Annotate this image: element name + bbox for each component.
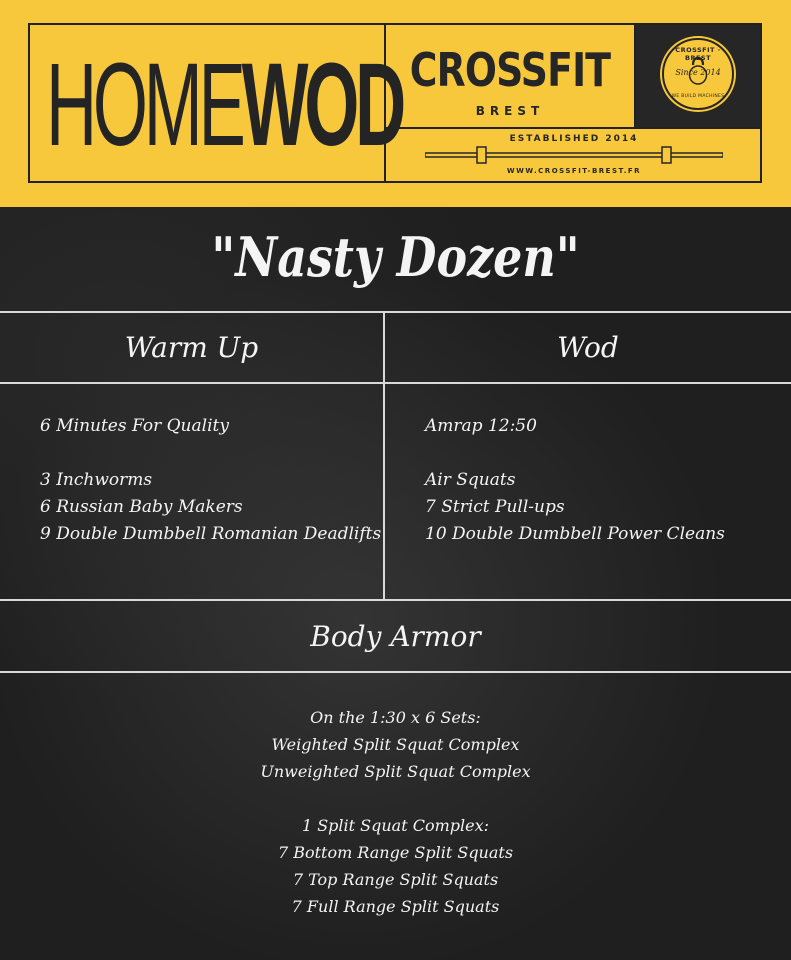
wod-line: Amrap 12:50 — [425, 416, 537, 436]
badge-bottom-text: WE BUILD MACHINES — [671, 94, 725, 99]
homewod-logo — [46, 40, 402, 170]
warmup-heading: Warm Up — [124, 331, 259, 364]
divider-line — [0, 311, 791, 313]
logo-text-home: HOME — [46, 39, 242, 171]
body-armor-heading: Body Armor — [310, 620, 481, 653]
body-armor-line: Unweighted Split Squat Complex — [260, 762, 531, 781]
badge-mid-text: Since 2014 — [675, 68, 721, 77]
body-armor-line: 7 Bottom Range Split Squats — [277, 843, 514, 862]
warmup-line: 3 Inchworms — [40, 470, 153, 490]
badge-top-text: CROSSFIT · BREST — [675, 46, 721, 62]
wod-line: 10 Double Dumbbell Power Cleans — [425, 524, 725, 544]
wod-line — [425, 440, 725, 467]
warmup-line: 6 Minutes For Quality — [40, 416, 229, 436]
gym-name: CROSSFIT — [409, 43, 611, 97]
gym-city: BREST — [475, 104, 545, 118]
wod-line: 7 Strict Pull-ups — [425, 497, 565, 517]
website-url: WWW.CROSSFIT-BREST.FR — [506, 167, 642, 175]
logo-text-wod: WOD — [241, 39, 403, 171]
warmup-line — [40, 440, 381, 467]
body-armor-line — [0, 785, 791, 812]
body-armor-line: 1 Split Squat Complex: — [301, 816, 490, 835]
workout-title: "Nasty Dozen" — [211, 225, 580, 289]
body-armor-line: On the 1:30 x 6 Sets: — [310, 708, 481, 727]
established-text: ESTABLISHED 2014 — [509, 134, 639, 144]
body-armor-line: 7 Full Range Split Squats — [291, 897, 500, 916]
body-armor-list — [0, 704, 791, 920]
warmup-line: 6 Russian Baby Makers — [40, 497, 243, 517]
wod-heading: Wod — [557, 331, 619, 364]
barbell-icon — [425, 146, 723, 164]
body-armor-line: Weighted Split Squat Complex — [271, 735, 520, 754]
wod-list — [425, 413, 725, 548]
header-divider — [384, 127, 762, 129]
body-armor-line: 7 Top Range Split Squats — [292, 870, 499, 889]
divider-line — [0, 671, 791, 673]
divider-line — [0, 382, 791, 384]
warmup-line: 9 Double Dumbbell Romanian Deadlifts — [40, 524, 382, 544]
kettlebell-badge-logo — [662, 38, 734, 110]
wod-line: Air Squats — [425, 470, 516, 490]
warmup-list — [40, 413, 381, 548]
divider-line — [0, 599, 791, 601]
